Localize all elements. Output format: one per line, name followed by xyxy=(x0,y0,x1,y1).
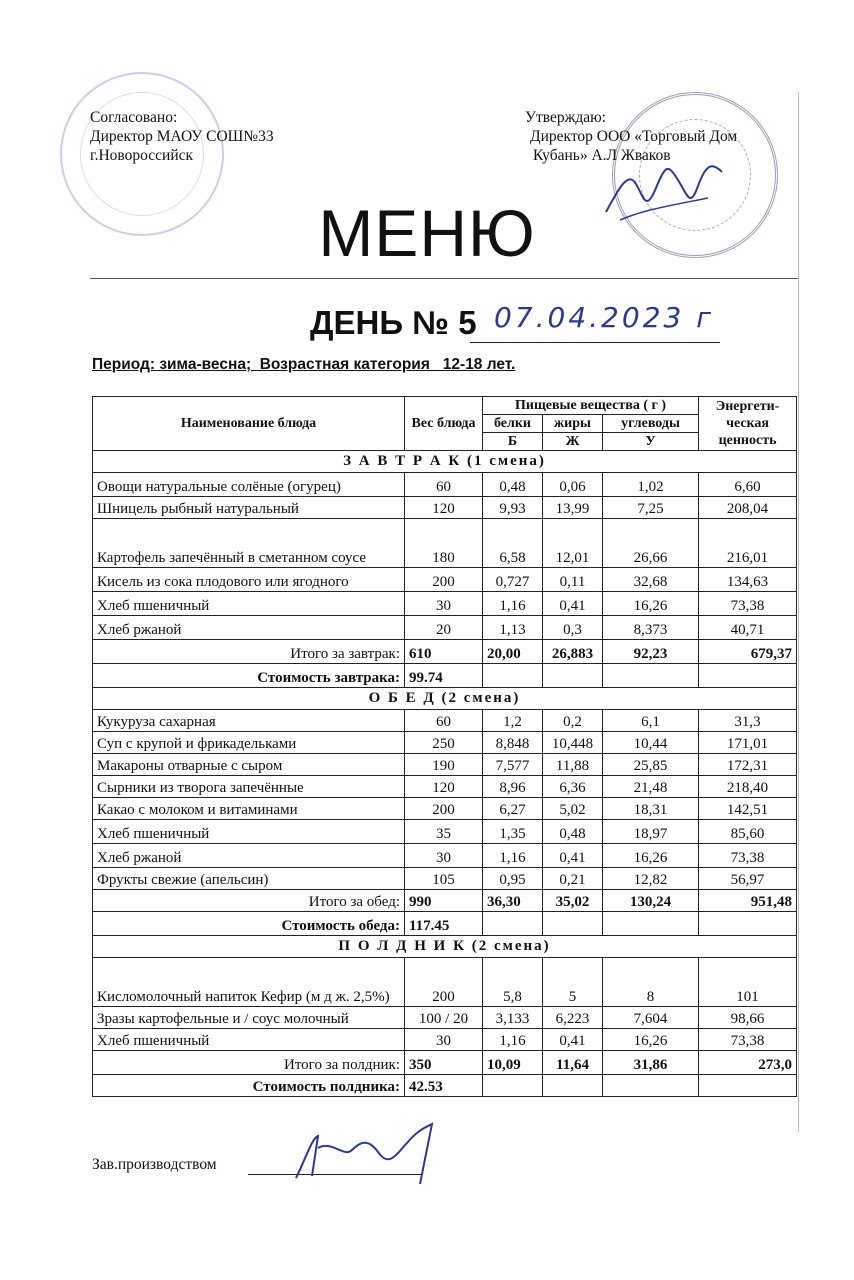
dish-protein: 5,8 xyxy=(483,958,543,1007)
dish-carbs: 7,604 xyxy=(603,1007,699,1029)
dish-energy: 73,38 xyxy=(699,844,797,868)
total-fat: 26,883 xyxy=(543,640,603,664)
dish-carbs: 6,1 xyxy=(603,710,699,732)
dish-fat: 13,99 xyxy=(543,497,603,519)
total-weight: 990 xyxy=(405,890,483,912)
dish-carbs: 18,97 xyxy=(603,820,699,844)
dish-carbs: 25,85 xyxy=(603,754,699,776)
header-fat-abbr: Ж xyxy=(543,433,603,451)
section-title: О Б Е Д (2 смена) xyxy=(93,688,797,710)
day-date-line xyxy=(470,342,720,343)
dish-carbs: 32,68 xyxy=(603,568,699,592)
header-nutrients: Пищевые вещества ( г ) xyxy=(483,397,699,415)
dish-weight: 180 xyxy=(405,519,483,568)
total-carbs: 31,86 xyxy=(603,1051,699,1075)
total-carbs: 92,23 xyxy=(603,640,699,664)
dish-energy: 98,66 xyxy=(699,1007,797,1029)
dish-energy: 31,3 xyxy=(699,710,797,732)
dish-energy: 73,38 xyxy=(699,592,797,616)
dish-weight: 250 xyxy=(405,732,483,754)
dish-fat: 0,41 xyxy=(543,844,603,868)
agreed-block xyxy=(90,108,274,165)
total-weight: 610 xyxy=(405,640,483,664)
table-row xyxy=(93,1007,797,1029)
header-carbs-abbr: У xyxy=(603,433,699,451)
dish-carbs: 16,26 xyxy=(603,844,699,868)
dish-fat: 6,36 xyxy=(543,776,603,798)
dish-energy: 73,38 xyxy=(699,1029,797,1051)
dish-name: Какао с молоком и витаминами xyxy=(93,798,405,820)
header-protein: белки xyxy=(483,415,543,433)
cost-label: Стоимость завтрака: xyxy=(93,664,405,688)
dish-name: Хлеб пшеничный xyxy=(93,1029,405,1051)
title-divider xyxy=(90,278,798,279)
dish-protein: 1,13 xyxy=(483,616,543,640)
total-row xyxy=(93,1051,797,1075)
dish-protein: 8,96 xyxy=(483,776,543,798)
dish-name: Хлеб ржаной xyxy=(93,844,405,868)
total-row xyxy=(93,640,797,664)
dish-name: Кисель из сока плодового или ягодного xyxy=(93,568,405,592)
dish-protein: 1,16 xyxy=(483,844,543,868)
total-label: Итого за полдник: xyxy=(93,1051,405,1075)
dish-fat: 0,48 xyxy=(543,820,603,844)
section-title: З А В Т Р А К (1 смена) xyxy=(93,451,797,473)
day-label: ДЕНЬ № 5 xyxy=(310,304,477,341)
total-fat: 11,64 xyxy=(543,1051,603,1075)
table-row xyxy=(93,473,797,497)
approve-line: Директор ООО «Торговый Дом xyxy=(530,128,738,145)
dish-energy: 172,31 xyxy=(699,754,797,776)
empty-cell xyxy=(483,912,543,936)
table-row xyxy=(93,1029,797,1051)
snack-section xyxy=(93,936,797,1097)
empty-cell xyxy=(699,664,797,688)
dish-carbs: 16,26 xyxy=(603,592,699,616)
signature-production-head xyxy=(282,1118,442,1188)
dish-protein: 0,727 xyxy=(483,568,543,592)
dish-carbs: 21,48 xyxy=(603,776,699,798)
section-header-row xyxy=(93,451,797,473)
dish-energy: 208,04 xyxy=(699,497,797,519)
dish-carbs: 10,44 xyxy=(603,732,699,754)
dish-fat: 11,88 xyxy=(543,754,603,776)
total-row xyxy=(93,890,797,912)
menu-table xyxy=(92,396,797,1097)
dish-name: Овощи натуральные солёные (огурец) xyxy=(93,473,405,497)
empty-cell xyxy=(483,664,543,688)
dish-protein: 8,848 xyxy=(483,732,543,754)
dish-carbs: 7,25 xyxy=(603,497,699,519)
dish-carbs: 16,26 xyxy=(603,1029,699,1051)
dish-energy: 171,01 xyxy=(699,732,797,754)
total-fat: 35,02 xyxy=(543,890,603,912)
section-title: П О Л Д Н И К (2 смена) xyxy=(93,936,797,958)
empty-cell xyxy=(603,664,699,688)
cost-label: Стоимость полдника: xyxy=(93,1075,405,1097)
empty-cell xyxy=(603,1075,699,1097)
dish-fat: 0,06 xyxy=(543,473,603,497)
table-row xyxy=(93,732,797,754)
table-row xyxy=(93,868,797,890)
dish-energy: 6,60 xyxy=(699,473,797,497)
table-row xyxy=(93,616,797,640)
table-row xyxy=(93,798,797,820)
dish-name: Шницель рыбный натуральный xyxy=(93,497,405,519)
dish-energy: 134,63 xyxy=(699,568,797,592)
dish-fat: 5 xyxy=(543,958,603,1007)
dish-name: Суп с крупой и фрикадельками xyxy=(93,732,405,754)
section-header-row xyxy=(93,936,797,958)
dish-fat: 0,3 xyxy=(543,616,603,640)
cost-label: Стоимость обеда: xyxy=(93,912,405,936)
dish-energy: 142,51 xyxy=(699,798,797,820)
dish-protein: 1,2 xyxy=(483,710,543,732)
dish-carbs: 8,373 xyxy=(603,616,699,640)
dish-protein: 1,35 xyxy=(483,820,543,844)
dish-name: Кукуруза сахарная xyxy=(93,710,405,732)
total-carbs: 130,24 xyxy=(603,890,699,912)
dish-fat: 0,41 xyxy=(543,592,603,616)
dish-energy: 216,01 xyxy=(699,519,797,568)
dish-carbs: 8 xyxy=(603,958,699,1007)
dish-protein: 1,16 xyxy=(483,1029,543,1051)
agreed-line: Согласовано: xyxy=(90,109,178,126)
dish-weight: 120 xyxy=(405,776,483,798)
footer-label: Зав.производством xyxy=(92,1156,217,1173)
dish-energy: 40,71 xyxy=(699,616,797,640)
header-fat: жиры xyxy=(543,415,603,433)
header-carbs: углеводы xyxy=(603,415,699,433)
table-row xyxy=(93,958,797,1007)
table-row xyxy=(93,820,797,844)
dish-fat: 12,01 xyxy=(543,519,603,568)
dish-fat: 0,2 xyxy=(543,710,603,732)
total-protein: 20,00 xyxy=(483,640,543,664)
dish-fat: 10,448 xyxy=(543,732,603,754)
table-row xyxy=(93,844,797,868)
total-protein: 36,30 xyxy=(483,890,543,912)
dish-weight: 30 xyxy=(405,592,483,616)
table-row xyxy=(93,776,797,798)
dish-weight: 30 xyxy=(405,844,483,868)
empty-cell xyxy=(483,1075,543,1097)
dish-energy: 101 xyxy=(699,958,797,1007)
dish-protein: 0,48 xyxy=(483,473,543,497)
dish-name: Макароны отварные с сыром xyxy=(93,754,405,776)
dish-name: Хлеб пшеничный xyxy=(93,592,405,616)
dish-protein: 6,27 xyxy=(483,798,543,820)
dish-weight: 35 xyxy=(405,820,483,844)
dish-name: Картофель запечённый в сметанном соусе xyxy=(93,519,405,568)
empty-cell xyxy=(543,1075,603,1097)
page-title: МЕНЮ xyxy=(318,196,536,270)
dish-weight: 120 xyxy=(405,497,483,519)
dish-weight: 190 xyxy=(405,754,483,776)
header-weight: Вес блюда xyxy=(405,397,483,451)
cost-value: 42.53 xyxy=(405,1075,483,1097)
breakfast-section xyxy=(93,451,797,688)
dish-energy: 218,40 xyxy=(699,776,797,798)
dish-carbs: 12,82 xyxy=(603,868,699,890)
dish-name: Фрукты свежие (апельсин) xyxy=(93,868,405,890)
agreed-line: г.Новороссийск xyxy=(90,147,194,164)
table-row xyxy=(93,710,797,732)
dish-protein: 3,133 xyxy=(483,1007,543,1029)
dish-protein: 6,58 xyxy=(483,519,543,568)
lunch-section xyxy=(93,688,797,936)
agreed-line: Директор МАОУ СОШ№33 xyxy=(90,128,274,145)
table-row xyxy=(93,519,797,568)
dish-fat: 0,21 xyxy=(543,868,603,890)
cost-row xyxy=(93,664,797,688)
dish-weight: 30 xyxy=(405,1029,483,1051)
total-energy: 273,0 xyxy=(699,1051,797,1075)
dish-name: Сырники из творога запечённые xyxy=(93,776,405,798)
dish-fat: 0,41 xyxy=(543,1029,603,1051)
day-date: 07.04.2023 г xyxy=(494,301,714,334)
total-label: Итого за обед: xyxy=(93,890,405,912)
cost-value: 99.74 xyxy=(405,664,483,688)
table-row xyxy=(93,592,797,616)
dish-weight: 60 xyxy=(405,473,483,497)
cost-row xyxy=(93,1075,797,1097)
empty-cell xyxy=(699,912,797,936)
cost-value: 117.45 xyxy=(405,912,483,936)
total-protein: 10,09 xyxy=(483,1051,543,1075)
dish-energy: 56,97 xyxy=(699,868,797,890)
header-energy: Энергети-ческая ценность xyxy=(699,397,797,451)
table-row xyxy=(93,497,797,519)
total-energy: 951,48 xyxy=(699,890,797,912)
section-header-row xyxy=(93,688,797,710)
dish-weight: 200 xyxy=(405,798,483,820)
dish-weight: 200 xyxy=(405,568,483,592)
dish-weight: 200 xyxy=(405,958,483,1007)
dish-weight: 20 xyxy=(405,616,483,640)
table-row xyxy=(93,754,797,776)
dish-protein: 9,93 xyxy=(483,497,543,519)
dish-carbs: 1,02 xyxy=(603,473,699,497)
dish-weight: 105 xyxy=(405,868,483,890)
header-protein-abbr: Б xyxy=(483,433,543,451)
dish-name: Кисломолочный напиток Кефир (м д ж. 2,5%) xyxy=(93,958,405,1007)
dish-protein: 7,577 xyxy=(483,754,543,776)
approve-line: Утверждаю: xyxy=(525,109,606,126)
dish-fat: 5,02 xyxy=(543,798,603,820)
approve-line: Кубань» А.Л Жваков xyxy=(533,147,671,164)
dish-fat: 0,11 xyxy=(543,568,603,592)
dish-carbs: 26,66 xyxy=(603,519,699,568)
dish-carbs: 18,31 xyxy=(603,798,699,820)
dish-weight: 100 / 20 xyxy=(405,1007,483,1029)
empty-cell xyxy=(603,912,699,936)
dish-name: Хлеб ржаной xyxy=(93,616,405,640)
total-weight: 350 xyxy=(405,1051,483,1075)
header-name: Наименование блюда xyxy=(93,397,405,451)
dish-weight: 60 xyxy=(405,710,483,732)
dish-protein: 1,16 xyxy=(483,592,543,616)
dish-fat: 6,223 xyxy=(543,1007,603,1029)
dish-name: Хлеб пшеничный xyxy=(93,820,405,844)
dish-name: Зразы картофельные и / соус молочный xyxy=(93,1007,405,1029)
total-label: Итого за завтрак: xyxy=(93,640,405,664)
dish-energy: 85,60 xyxy=(699,820,797,844)
empty-cell xyxy=(543,664,603,688)
table-row xyxy=(93,568,797,592)
dish-protein: 0,95 xyxy=(483,868,543,890)
total-energy: 679,37 xyxy=(699,640,797,664)
period-line: Период: зима-весна; Возрастная категория 12-18 лет. xyxy=(92,356,516,373)
empty-cell xyxy=(543,912,603,936)
cost-row xyxy=(93,912,797,936)
empty-cell xyxy=(699,1075,797,1097)
